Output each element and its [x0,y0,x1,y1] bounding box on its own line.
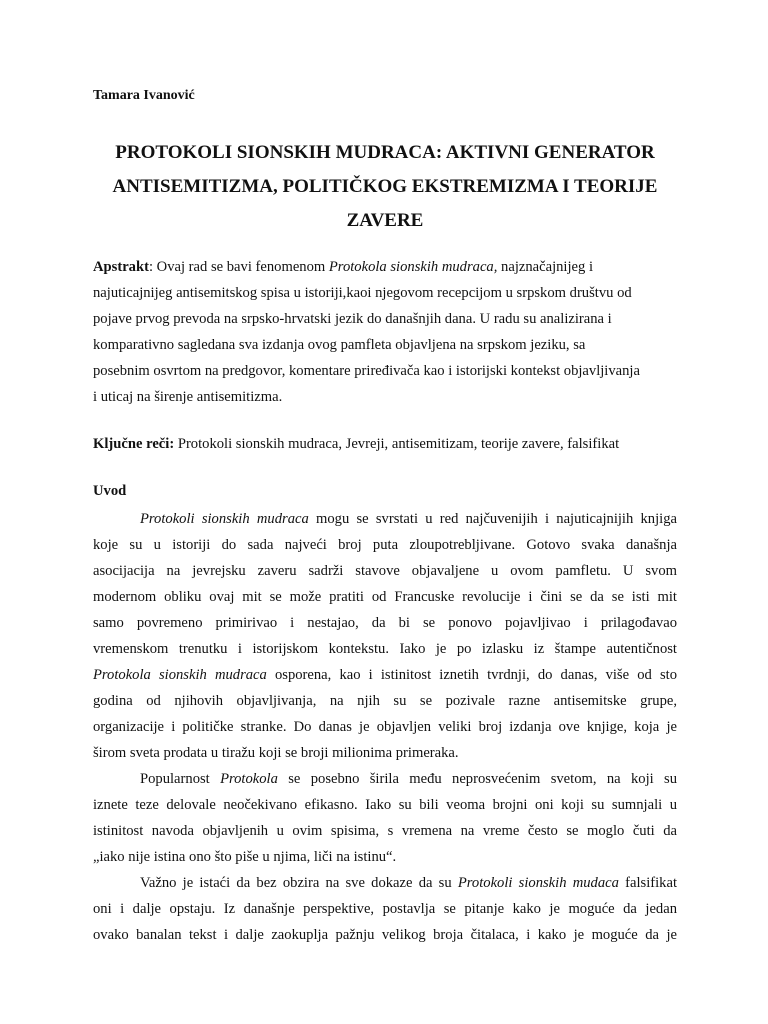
body-text: osporena, kao i istinitost iznetih tvrdnji, do danas, više od sto [266,667,677,683]
title-line-1: PROTOKOLI SIONSKIH MUDRACA: AKTIVNI GENERATOR [115,142,655,163]
abstract-line [93,254,677,280]
abstract-italic: Protokola sionskih mudraca, [328,259,498,275]
keywords [93,433,677,455]
body-text: mogu se svrstati u red najčuvenijih i najuticajnijih knjiga [308,511,677,527]
body-line [93,506,677,532]
italic-title: Protokoli sionskih mudaca [457,875,619,891]
abstract-line: komparativno sagledana sva izdanja ovog pamfleta objavljena na srpskom jeziku, sa [93,337,586,353]
body-line: oni i dalje opstaju. Iz današnje perspektive, postavlja se pitanje kako je moguće da jedan [93,901,677,917]
body-text: falsifikat [618,875,677,891]
body-text: se posebno širila među neprosvećenim svetom, na koji su [277,771,677,787]
abstract [93,254,677,410]
abstract-label: Apstrakt [93,259,149,275]
author-name: Tamara Ivanović [93,88,195,103]
body-line: samo povremeno primirivao i nestajao, da bi se ponovo pojavljivao i prilagođavao [93,615,677,631]
body-line: „iako nije istina ono što piše u njima, liči na istinu“. [93,849,397,865]
italic-title: Protokoli sionskih mudraca [140,511,309,527]
body-line: širom sveta prodata u tiražu koji se broji milionima primeraka. [93,745,459,761]
abstract-line: pojave prvog prevoda na srpsko-hrvatski jezik do današnjih dana. U radu su analizirana i [93,311,612,327]
body-line [93,870,677,896]
body-line: koje su u istoriji do sada najveći broj puta zloupotrebljivane. Gotovo svaka današnja [93,537,677,553]
body-line [93,766,677,792]
abstract-text: najznačajnijeg i [497,259,594,275]
body-line: modernom obliku ovaj mit se može pratiti od Francuske revolucije i čini se da se isti mit [93,589,677,605]
title-line-2: ANTISEMITIZMA, POLITIČKOG EKSTREMIZMA I TEORIJE [112,176,658,197]
body-line: vremenskom trenutku i istorijskom kontekstu. Iako je po izlasku iz štampe autentičnost [93,641,677,657]
abstract-line: i uticaj na širenje antisemitizma. [93,389,283,405]
abstract-text: : Ovaj rad se bavi fenomenom [148,259,329,275]
keywords-text: Protokoli sionskih mudraca, Jevreji, antisemitizam, teorije zavere, falsifikat [174,436,620,452]
abstract-line: posebnim osvrtom na predgovor, komentare priređivača kao i istorijski kontekst objavljivanja [93,363,640,379]
body-text: Važno je istaći da bez obzira na sve dokaze da su [140,875,458,891]
body-line [93,662,677,688]
body-line: ovako banalan tekst i dalje zaokuplja pažnju velikog broja čitalaca, i kako je moguće da je [93,927,677,943]
body-text: Popularnost [140,771,221,787]
abstract-line: najuticajnijeg antisemitskog spisa u istoriji,kaoi njegovom recepcijom u srpskom društvu od [93,285,632,301]
body-line: istinitost navoda objavljenih u ovim spisima, s vremena na vreme često se moglo čuti da [93,823,677,839]
title-line-3: ZAVERE [346,210,424,231]
keywords-label: Ključne reči: [93,436,175,452]
intro-body [93,506,677,948]
italic-title: Protokola [220,771,278,787]
body-line: iznete teze delovale neočekivano efikasno. Iako su bili veoma brojni oni koji su sumnjali u [93,797,677,813]
body-line: asocijacija na jevrejsku zaveru sadrži stavove objavaljene u ovom pamfletu. U svom [93,563,677,579]
body-line: organizacije i političke stranke. Do danas je objavljen veliki broj izdanja ove knjige, koja je [93,719,677,735]
paper-title [93,136,677,238]
section-heading-uvod: Uvod [93,483,127,499]
body-line: godina od njihovih objavljivanja, na njih su se pozivale razne antisemitske grupe, [93,693,677,709]
italic-title: Protokola sionskih mudraca [93,667,267,683]
